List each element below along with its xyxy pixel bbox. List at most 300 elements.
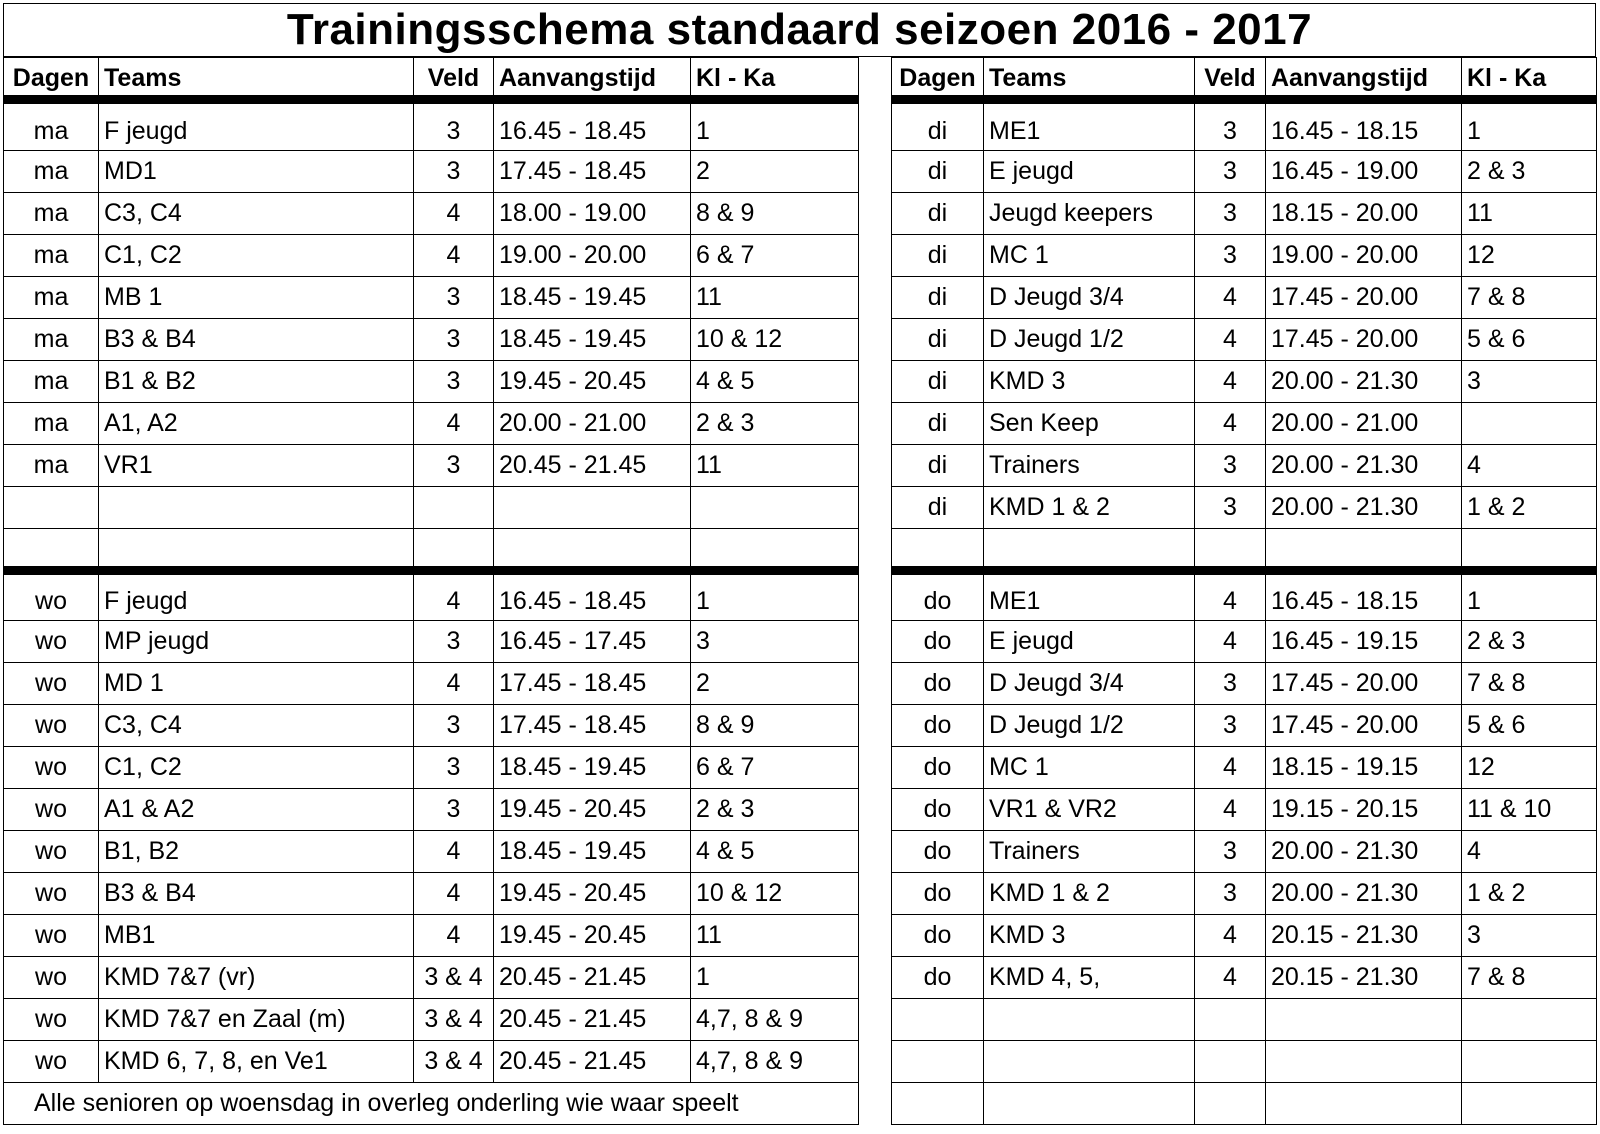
time-cell xyxy=(494,529,691,571)
klka-cell: 7 & 8 xyxy=(1462,277,1597,319)
veld-cell: 4 xyxy=(414,571,494,621)
time-cell: 18.15 - 19.15 xyxy=(1266,747,1462,789)
klka-cell: 7 & 8 xyxy=(1462,957,1597,999)
time-cell: 20.45 - 21.45 xyxy=(494,957,691,999)
team-cell: MC 1 xyxy=(984,747,1195,789)
day-cell xyxy=(892,1083,984,1125)
klka-cell: 2 & 3 xyxy=(1462,151,1597,193)
klka-cell xyxy=(691,529,859,571)
table-row xyxy=(4,957,859,999)
veld-cell: 4 xyxy=(414,831,494,873)
team-cell: B3 & B4 xyxy=(99,319,414,361)
veld-cell: 3 xyxy=(414,705,494,747)
time-cell: 18.00 - 19.00 xyxy=(494,193,691,235)
time-cell: 19.45 - 20.45 xyxy=(494,915,691,957)
table-row xyxy=(892,529,1597,571)
klka-cell xyxy=(1462,403,1597,445)
klka-cell: 4 xyxy=(1462,831,1597,873)
time-cell: 18.45 - 19.45 xyxy=(494,319,691,361)
time-cell: 17.45 - 20.00 xyxy=(1266,319,1462,361)
header-aanvangstijd: Aanvangstijd xyxy=(1266,58,1462,100)
team-cell: A1 & A2 xyxy=(99,789,414,831)
team-cell: KMD 4, 5, xyxy=(984,957,1195,999)
klka-cell: 10 & 12 xyxy=(691,319,859,361)
veld-cell: 3 xyxy=(1195,487,1266,529)
time-cell: 19.00 - 20.00 xyxy=(1266,235,1462,277)
veld-cell: 4 xyxy=(414,663,494,705)
day-cell: do xyxy=(892,571,984,621)
veld-cell: 4 xyxy=(1195,403,1266,445)
klka-cell: 1 xyxy=(691,957,859,999)
table-row xyxy=(892,747,1597,789)
table-row xyxy=(892,789,1597,831)
veld-cell: 3 xyxy=(1195,193,1266,235)
table-row xyxy=(892,957,1597,999)
klka-cell: 11 xyxy=(691,915,859,957)
header-row xyxy=(4,58,859,100)
klka-cell xyxy=(1462,999,1597,1041)
time-cell: 16.45 - 19.15 xyxy=(1266,621,1462,663)
day-cell: ma xyxy=(4,193,99,235)
team-cell: ME1 xyxy=(984,100,1195,151)
day-cell: do xyxy=(892,873,984,915)
veld-cell: 4 xyxy=(1195,319,1266,361)
table-row xyxy=(892,999,1597,1041)
veld-cell: 3 xyxy=(1195,235,1266,277)
veld-cell xyxy=(1195,1083,1266,1125)
klka-cell: 4 xyxy=(1462,445,1597,487)
team-cell: MP jeugd xyxy=(99,621,414,663)
table-row xyxy=(892,403,1597,445)
veld-cell: 3 xyxy=(1195,705,1266,747)
team-cell: KMD 6, 7, 8, en Ve1 xyxy=(99,1041,414,1083)
table-row xyxy=(892,319,1597,361)
day-cell: do xyxy=(892,915,984,957)
team-cell: MB 1 xyxy=(99,277,414,319)
footnote-text: Alle senioren op woensdag in overleg onderling wie waar speelt xyxy=(4,1083,859,1125)
header-veld: Veld xyxy=(414,58,494,100)
table-row xyxy=(892,151,1597,193)
team-cell: D Jeugd 1/2 xyxy=(984,319,1195,361)
klka-cell: 1 xyxy=(691,571,859,621)
klka-cell: 4,7, 8 & 9 xyxy=(691,1041,859,1083)
time-cell xyxy=(1266,529,1462,571)
veld-cell: 4 xyxy=(414,193,494,235)
day-cell xyxy=(892,999,984,1041)
time-cell: 20.00 - 21.00 xyxy=(1266,403,1462,445)
day-cell: ma xyxy=(4,445,99,487)
klka-cell: 2 xyxy=(691,151,859,193)
klka-cell: 12 xyxy=(1462,747,1597,789)
team-cell: MD1 xyxy=(99,151,414,193)
veld-cell: 4 xyxy=(414,403,494,445)
team-cell: B1 & B2 xyxy=(99,361,414,403)
day-cell: ma xyxy=(4,277,99,319)
header-aanvangstijd: Aanvangstijd xyxy=(494,58,691,100)
time-cell: 20.45 - 21.45 xyxy=(494,1041,691,1083)
team-cell: ME1 xyxy=(984,571,1195,621)
table-row xyxy=(4,831,859,873)
team-cell: C3, C4 xyxy=(99,193,414,235)
veld-cell xyxy=(414,529,494,571)
table-row xyxy=(4,915,859,957)
veld-cell: 3 xyxy=(1195,663,1266,705)
klka-cell: 12 xyxy=(1462,235,1597,277)
table-row xyxy=(892,193,1597,235)
time-cell: 19.00 - 20.00 xyxy=(494,235,691,277)
day-cell: di xyxy=(892,403,984,445)
header-teams: Teams xyxy=(984,58,1195,100)
veld-cell: 4 xyxy=(1195,747,1266,789)
day-cell: di xyxy=(892,487,984,529)
klka-cell: 4,7, 8 & 9 xyxy=(691,999,859,1041)
header-teams: Teams xyxy=(99,58,414,100)
day-cell: di xyxy=(892,445,984,487)
table-row xyxy=(892,487,1597,529)
time-cell: 20.45 - 21.45 xyxy=(494,999,691,1041)
team-cell: C1, C2 xyxy=(99,235,414,277)
time-cell: 16.45 - 18.45 xyxy=(494,571,691,621)
veld-cell: 3 xyxy=(1195,873,1266,915)
day-cell: wo xyxy=(4,999,99,1041)
table-row xyxy=(892,705,1597,747)
day-cell: di xyxy=(892,100,984,151)
header-veld: Veld xyxy=(1195,58,1266,100)
table-row xyxy=(4,445,859,487)
klka-cell: 7 & 8 xyxy=(1462,663,1597,705)
table-row xyxy=(4,235,859,277)
day-cell: wo xyxy=(4,1041,99,1083)
team-cell: D Jeugd 3/4 xyxy=(984,663,1195,705)
team-cell: Sen Keep xyxy=(984,403,1195,445)
table-row xyxy=(892,277,1597,319)
klka-cell: 6 & 7 xyxy=(691,235,859,277)
team-cell: D Jeugd 1/2 xyxy=(984,705,1195,747)
day-cell: di xyxy=(892,151,984,193)
klka-cell xyxy=(1462,529,1597,571)
time-cell: 20.00 - 21.30 xyxy=(1266,831,1462,873)
klka-cell: 11 xyxy=(691,445,859,487)
veld-cell: 3 xyxy=(414,747,494,789)
klka-cell: 2 & 3 xyxy=(691,403,859,445)
veld-cell: 4 xyxy=(1195,361,1266,403)
day-cell xyxy=(4,529,99,571)
table-row xyxy=(892,663,1597,705)
time-cell: 18.45 - 19.45 xyxy=(494,277,691,319)
time-cell: 20.00 - 21.30 xyxy=(1266,445,1462,487)
time-cell: 17.45 - 20.00 xyxy=(1266,663,1462,705)
header-klka: Kl - Ka xyxy=(1462,58,1597,100)
day-cell: do xyxy=(892,789,984,831)
table-row xyxy=(4,1041,859,1083)
team-cell xyxy=(984,999,1195,1041)
day-cell: ma xyxy=(4,361,99,403)
day-cell: wo xyxy=(4,831,99,873)
day-cell: do xyxy=(892,621,984,663)
day-cell: di xyxy=(892,319,984,361)
table-row xyxy=(892,361,1597,403)
veld-cell: 3 xyxy=(1195,100,1266,151)
day-cell: di xyxy=(892,277,984,319)
table-row xyxy=(4,151,859,193)
day-cell: do xyxy=(892,705,984,747)
table-row xyxy=(4,403,859,445)
day-cell: do xyxy=(892,663,984,705)
klka-cell: 10 & 12 xyxy=(691,873,859,915)
klka-cell xyxy=(1462,1041,1597,1083)
team-cell xyxy=(984,529,1195,571)
day-cell: wo xyxy=(4,621,99,663)
veld-cell: 4 xyxy=(1195,957,1266,999)
veld-cell: 4 xyxy=(1195,621,1266,663)
time-cell: 17.45 - 18.45 xyxy=(494,151,691,193)
team-cell xyxy=(984,1083,1195,1125)
header-dagen: Dagen xyxy=(892,58,984,100)
team-cell: KMD 3 xyxy=(984,361,1195,403)
team-cell: Jeugd keepers xyxy=(984,193,1195,235)
table-row xyxy=(892,100,1597,151)
day-cell xyxy=(892,529,984,571)
header-row xyxy=(892,58,1597,100)
day-cell xyxy=(4,487,99,529)
veld-cell: 3 xyxy=(414,621,494,663)
table-row xyxy=(892,571,1597,621)
day-cell: wo xyxy=(4,747,99,789)
page-title: Trainingsschema standaard seizoen 2016 - 2017 xyxy=(286,5,1313,54)
veld-cell: 4 xyxy=(414,235,494,277)
table-row xyxy=(4,789,859,831)
time-cell xyxy=(494,487,691,529)
day-cell: di xyxy=(892,361,984,403)
team-cell: MC 1 xyxy=(984,235,1195,277)
veld-cell xyxy=(1195,999,1266,1041)
veld-cell: 4 xyxy=(1195,915,1266,957)
day-cell: ma xyxy=(4,100,99,151)
veld-cell: 3 xyxy=(414,151,494,193)
table-row xyxy=(4,487,859,529)
time-cell: 18.45 - 19.45 xyxy=(494,747,691,789)
team-cell: B3 & B4 xyxy=(99,873,414,915)
day-cell: di xyxy=(892,193,984,235)
team-cell: B1, B2 xyxy=(99,831,414,873)
veld-cell xyxy=(1195,529,1266,571)
day-cell: wo xyxy=(4,663,99,705)
time-cell: 19.15 - 20.15 xyxy=(1266,789,1462,831)
klka-cell: 11 xyxy=(1462,193,1597,235)
veld-cell: 4 xyxy=(1195,789,1266,831)
table-row xyxy=(892,235,1597,277)
table-row xyxy=(4,100,859,151)
team-cell: Trainers xyxy=(984,831,1195,873)
klka-cell: 4 & 5 xyxy=(691,831,859,873)
veld-cell: 3 & 4 xyxy=(414,957,494,999)
veld-cell: 3 xyxy=(414,361,494,403)
time-cell: 16.45 - 17.45 xyxy=(494,621,691,663)
klka-cell: 1 xyxy=(1462,100,1597,151)
table-row xyxy=(4,319,859,361)
veld-cell: 4 xyxy=(414,915,494,957)
time-cell: 16.45 - 18.15 xyxy=(1266,571,1462,621)
day-cell: wo xyxy=(4,957,99,999)
team-cell: KMD 7&7 en Zaal (m) xyxy=(99,999,414,1041)
time-cell: 17.45 - 20.00 xyxy=(1266,277,1462,319)
veld-cell xyxy=(414,487,494,529)
table-row xyxy=(892,1041,1597,1083)
klka-cell: 1 & 2 xyxy=(1462,487,1597,529)
time-cell xyxy=(1266,1083,1462,1125)
table-row xyxy=(4,999,859,1041)
day-cell: ma xyxy=(4,151,99,193)
veld-cell: 4 xyxy=(1195,277,1266,319)
team-cell: KMD 1 & 2 xyxy=(984,487,1195,529)
table-row xyxy=(4,873,859,915)
time-cell: 20.00 - 21.00 xyxy=(494,403,691,445)
table-row xyxy=(4,277,859,319)
day-cell: wo xyxy=(4,789,99,831)
veld-cell: 3 xyxy=(414,789,494,831)
veld-cell: 3 xyxy=(414,277,494,319)
time-cell: 16.45 - 18.15 xyxy=(1266,100,1462,151)
day-cell: do xyxy=(892,957,984,999)
day-cell: do xyxy=(892,747,984,789)
klka-cell: 1 xyxy=(691,100,859,151)
team-cell: D Jeugd 3/4 xyxy=(984,277,1195,319)
day-cell xyxy=(892,1041,984,1083)
table-row xyxy=(892,873,1597,915)
time-cell: 20.00 - 21.30 xyxy=(1266,873,1462,915)
team-cell: KMD 7&7 (vr) xyxy=(99,957,414,999)
table-row xyxy=(892,915,1597,957)
veld-cell: 3 xyxy=(414,319,494,361)
veld-cell: 4 xyxy=(414,873,494,915)
time-cell: 18.45 - 19.45 xyxy=(494,831,691,873)
veld-cell: 3 xyxy=(414,100,494,151)
day-cell: wo xyxy=(4,571,99,621)
veld-cell xyxy=(1195,1041,1266,1083)
klka-cell: 6 & 7 xyxy=(691,747,859,789)
klka-cell: 2 & 3 xyxy=(691,789,859,831)
team-cell: KMD 3 xyxy=(984,915,1195,957)
klka-cell: 2 & 3 xyxy=(1462,621,1597,663)
time-cell xyxy=(1266,999,1462,1041)
time-cell: 18.15 - 20.00 xyxy=(1266,193,1462,235)
veld-cell: 4 xyxy=(1195,571,1266,621)
day-cell: di xyxy=(892,235,984,277)
veld-cell: 3 xyxy=(1195,151,1266,193)
schedule-table-right xyxy=(891,57,1597,1125)
table-row xyxy=(4,621,859,663)
klka-cell: 5 & 6 xyxy=(1462,705,1597,747)
day-cell: ma xyxy=(4,319,99,361)
team-cell: VR1 & VR2 xyxy=(984,789,1195,831)
day-cell: do xyxy=(892,831,984,873)
team-cell: MD 1 xyxy=(99,663,414,705)
table-row xyxy=(892,1083,1597,1125)
time-cell: 17.45 - 18.45 xyxy=(494,663,691,705)
team-cell xyxy=(99,529,414,571)
veld-cell: 3 xyxy=(1195,445,1266,487)
title-box xyxy=(3,3,1596,57)
klka-cell: 3 xyxy=(1462,361,1597,403)
klka-cell: 3 xyxy=(691,621,859,663)
team-cell: VR1 xyxy=(99,445,414,487)
header-dagen: Dagen xyxy=(4,58,99,100)
day-cell: ma xyxy=(4,235,99,277)
team-cell: MB1 xyxy=(99,915,414,957)
table-row xyxy=(892,621,1597,663)
team-cell: Trainers xyxy=(984,445,1195,487)
klka-cell: 11 & 10 xyxy=(1462,789,1597,831)
schedule-table-left xyxy=(3,57,859,1125)
klka-cell: 1 xyxy=(1462,571,1597,621)
day-cell: ma xyxy=(4,403,99,445)
klka-cell: 8 & 9 xyxy=(691,193,859,235)
day-cell: wo xyxy=(4,915,99,957)
time-cell: 16.45 - 18.45 xyxy=(494,100,691,151)
klka-cell: 1 & 2 xyxy=(1462,873,1597,915)
time-cell: 20.00 - 21.30 xyxy=(1266,361,1462,403)
table-row xyxy=(4,663,859,705)
team-cell: C1, C2 xyxy=(99,747,414,789)
time-cell: 17.45 - 20.00 xyxy=(1266,705,1462,747)
table-row xyxy=(892,445,1597,487)
time-cell: 20.15 - 21.30 xyxy=(1266,957,1462,999)
veld-cell: 3 xyxy=(1195,831,1266,873)
table-row xyxy=(4,747,859,789)
klka-cell: 3 xyxy=(1462,915,1597,957)
footnote-row xyxy=(4,1083,859,1125)
team-cell: F jeugd xyxy=(99,100,414,151)
day-cell: wo xyxy=(4,705,99,747)
header-klka: Kl - Ka xyxy=(691,58,859,100)
table-row xyxy=(4,571,859,621)
klka-cell xyxy=(1462,1083,1597,1125)
klka-cell: 11 xyxy=(691,277,859,319)
time-cell: 19.45 - 20.45 xyxy=(494,789,691,831)
time-cell: 19.45 - 20.45 xyxy=(494,873,691,915)
veld-cell: 3 & 4 xyxy=(414,1041,494,1083)
time-cell: 20.45 - 21.45 xyxy=(494,445,691,487)
time-cell: 16.45 - 19.00 xyxy=(1266,151,1462,193)
klka-cell: 5 & 6 xyxy=(1462,319,1597,361)
time-cell: 20.15 - 21.30 xyxy=(1266,915,1462,957)
klka-cell: 8 & 9 xyxy=(691,705,859,747)
team-cell: E jeugd xyxy=(984,621,1195,663)
veld-cell: 3 xyxy=(414,445,494,487)
table-row xyxy=(4,529,859,571)
veld-cell: 3 & 4 xyxy=(414,999,494,1041)
time-cell: 19.45 - 20.45 xyxy=(494,361,691,403)
day-cell: wo xyxy=(4,873,99,915)
team-cell xyxy=(984,1041,1195,1083)
table-row xyxy=(4,193,859,235)
table-row xyxy=(4,361,859,403)
klka-cell: 2 xyxy=(691,663,859,705)
team-cell: C3, C4 xyxy=(99,705,414,747)
time-cell xyxy=(1266,1041,1462,1083)
team-cell: KMD 1 & 2 xyxy=(984,873,1195,915)
klka-cell: 4 & 5 xyxy=(691,361,859,403)
time-cell: 20.00 - 21.30 xyxy=(1266,487,1462,529)
team-cell: E jeugd xyxy=(984,151,1195,193)
team-cell: A1, A2 xyxy=(99,403,414,445)
team-cell: F jeugd xyxy=(99,571,414,621)
time-cell: 17.45 - 18.45 xyxy=(494,705,691,747)
table-row xyxy=(4,705,859,747)
table-row xyxy=(892,831,1597,873)
team-cell xyxy=(99,487,414,529)
klka-cell xyxy=(691,487,859,529)
